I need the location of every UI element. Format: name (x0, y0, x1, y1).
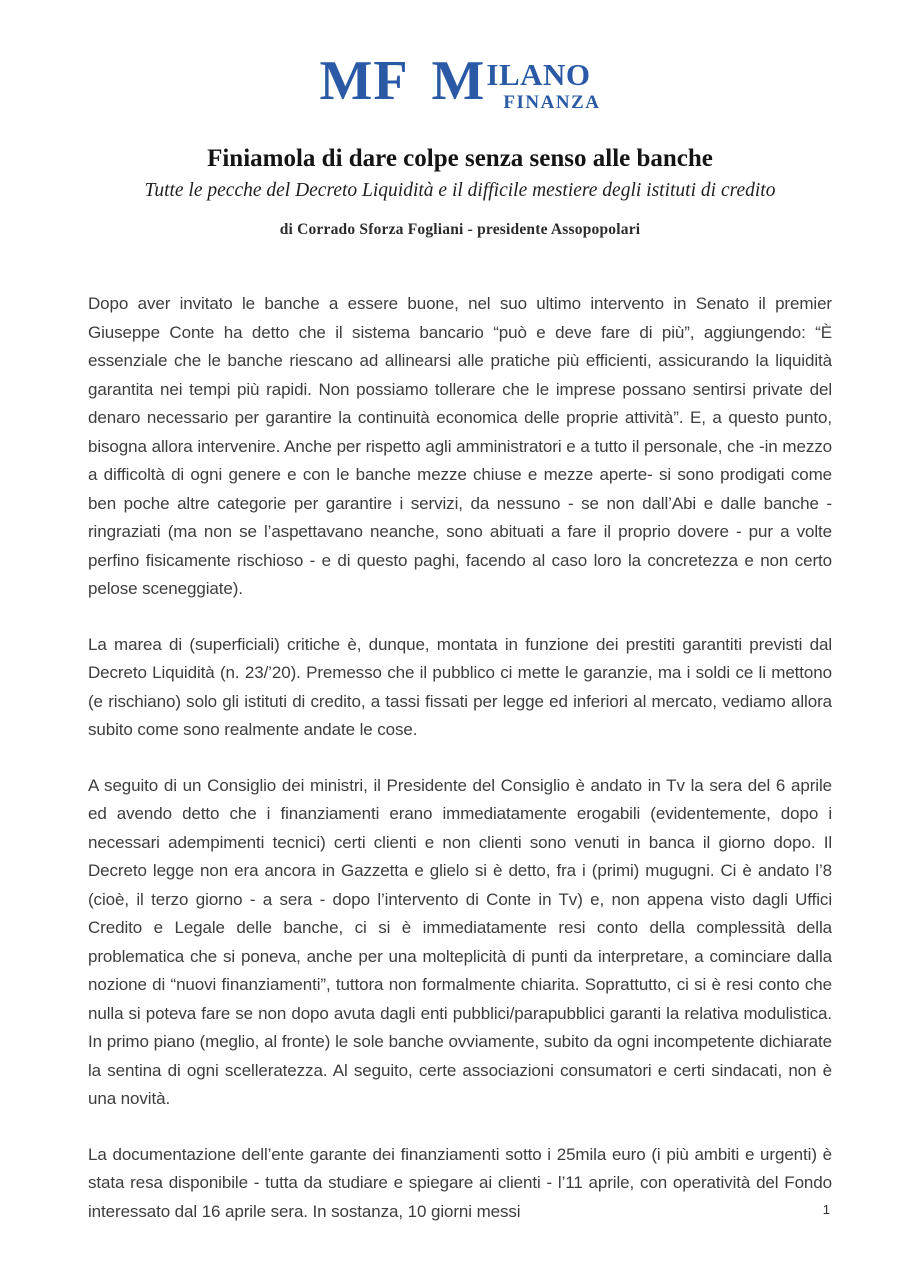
logo-finanza-text: FINANZA (503, 92, 601, 113)
article-title: Finiamola di dare colpe senza senso alle banche (207, 145, 713, 172)
article-paragraph-2: La marea di (superficiali) critiche è, dunque, montata in funzione dei prestiti garantiti previsti dal Decreto Liquidità (n. 23/’20). Premesso che il pubblico ci mette le garanzie, ma i soldi ce li mettono (e rischiano) solo gli istituti di credito, a tassi fissati per legge ed inferiori al mercato, vediamo allora subito come sono realmente andate le cose. (88, 634, 832, 739)
article-subtitle: Tutte le pecche del Decreto Liquidità e il difficile mestiere degli istituti di credito (144, 180, 776, 201)
article-paragraph-4: La documentazione dell’ente garante dei finanziamenti sotto i 25mila euro (i più ambiti e urgenti) è stata resa disponibile - tutta da studiare e spiegare ai clienti - l’11 aprile, con operatività del Fondo interessato dal 16 aprile sera. In sostanza, 10 giorni messi (88, 1144, 832, 1221)
article-byline: di Corrado Sforza Fogliani - presidente Assopopolari (279, 221, 641, 238)
page-number: 1 (822, 1202, 830, 1217)
logo-ilano-text: ILANO (486, 57, 591, 92)
article-paragraph-1: Dopo aver invitato le banche a essere buone, nel suo ultimo intervento in Senato il premier Giuseppe Conte ha detto che il sistema bancario “può e deve fare di più”, aggiungendo: “È essenziale che le banche riescano ad allinearsi alle pratiche più efficienti, assicurando la liquidità garantita nei tempi più rapidi. Non possiamo tollerare che le imprese possano sentirsi private del denaro necessario per garantire la continuità economica delle proprie attività”. E, a questo punto, bisogna allora intervenire. Anche per rispetto agli amministratori e a tutto il personale, che -in mezzo a difficoltà di ogni genere e con le banche mezze chiuse e mezze aperte- si sono prodigati come ben poche altre categorie per garantire i servizi, da nessuno - se non dall’Abi e dalle banche - ringraziati (ma non se l’aspettavano neanche, sono abituati a fare il proprio dovere - pur a volte perfino fisicamente rischioso - e di questo paghi, facendo al caso loro la concretezza e non certo pelose sceneggiate). (88, 294, 832, 598)
article-paragraph-3: A seguito di un Consiglio dei ministri, il Presidente del Consiglio è andato in Tv la sera del 6 aprile ed avendo detto che i finanziamenti erano immediatamente erogabili (evidentemente, dopo i necessari adempimenti tecnici) certi clienti e non clienti sono venuti in banca il giorno dopo. Il Decreto legge non era ancora in Gazzetta e glielo si è detto, fra i (primi) mugugni. Ci è andato l’8 (cioè, il terzo giorno - a sera - dopo l’intervento di Conte in Tv) e, non appena visto dagli Uffici Credito e Legale delle banche, ci si è immediatamente resi conto della complessità della problematica che si poneva, anche per una molteplicità di punti da interpretare, a cominciare dalla nozione di “nuovi finanziamenti”, tuttora non formalmente chiarita. Soprattutto, ci si è resi conto che nulla si poteva fare se non dopo avuta dagli enti pubblici/parapubblici garanti la relativa modulistica. In primo piano (meglio, al fronte) le sole banche ovviamente, subito da ogni incompetente dichiarate la sentina di ogni scelleratezza. Al seguito, certe associazioni consumatori e certi sindacati, non è una novità. (88, 775, 832, 1108)
mf-milano-finanza-logo (0, 50, 920, 113)
logo-stack (486, 59, 600, 112)
article-body (88, 290, 832, 1226)
logo-mf-m-text: MF M (319, 50, 486, 112)
